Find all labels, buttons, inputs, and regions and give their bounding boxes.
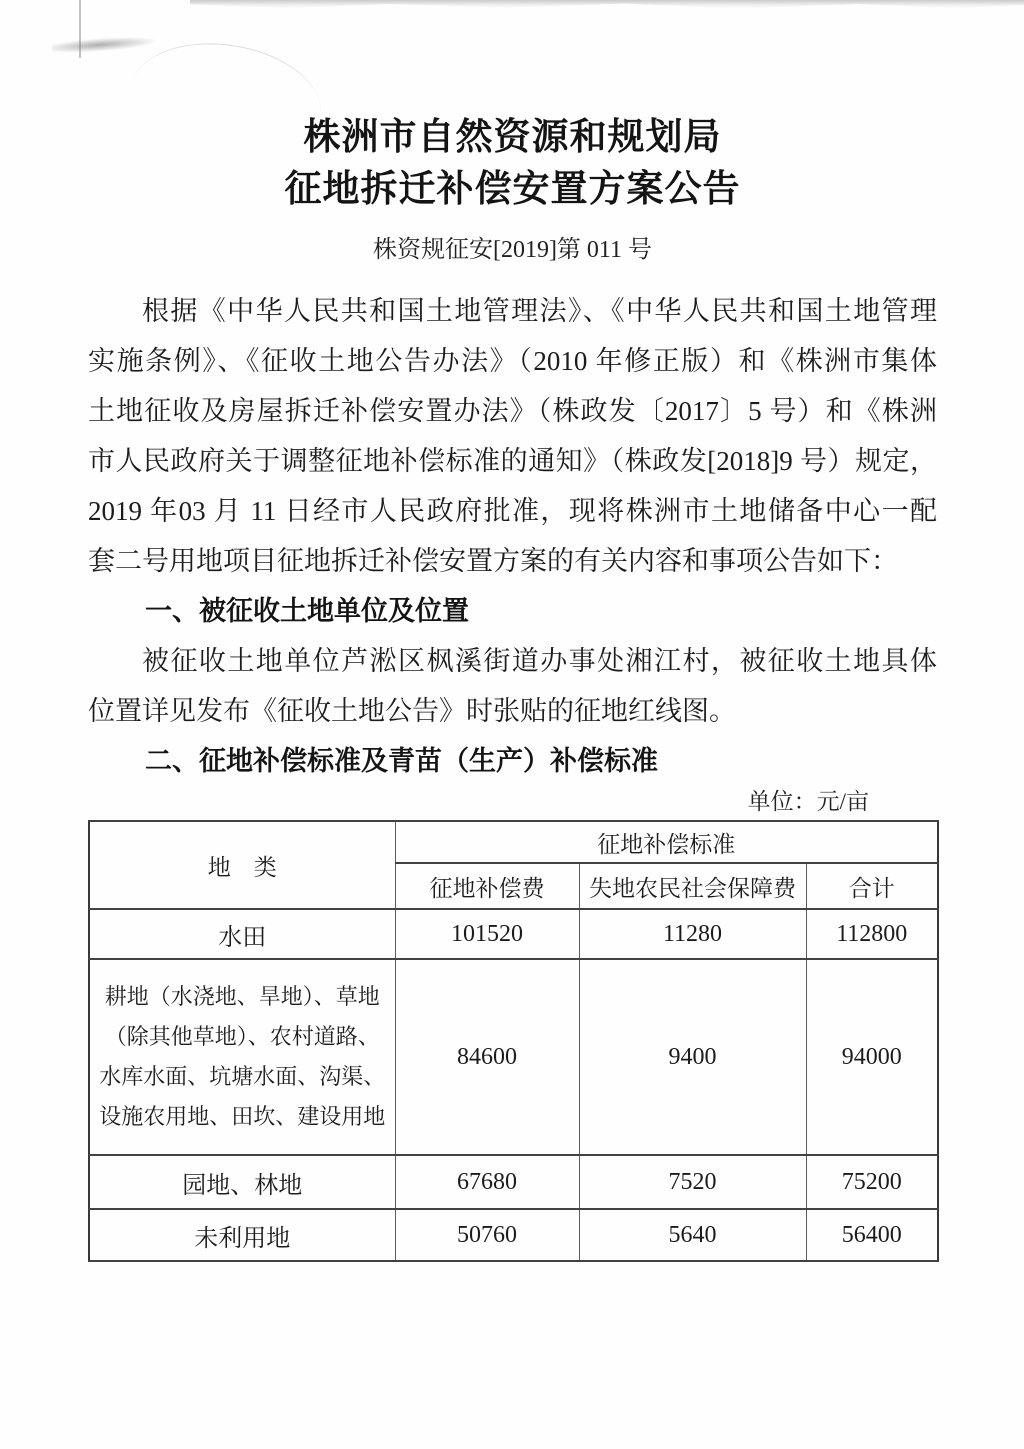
cell-land-type: 耕地（水浇地、旱地）、草地（除其他草地）、农村道路、水库水面、坑塘水面、沟渠、设施农用地、田坎、建设用地 — [89, 959, 395, 1155]
cell-social-security: 9400 — [579, 959, 806, 1155]
cell-total: 56400 — [806, 1209, 938, 1261]
table-header-row-group — [89, 821, 938, 863]
body-line: 被征收土地单位芦淞区枫溪街道办事处湘江村，被征收土地具体 — [142, 646, 937, 676]
header-compensation-fee: 征地补偿费 — [395, 863, 579, 909]
cell-comp-fee: 101520 — [395, 909, 579, 959]
cell-social-security: 7520 — [579, 1155, 806, 1209]
cell-social-security: 5640 — [579, 1209, 806, 1261]
cell-land-type: 水田 — [89, 909, 395, 959]
intro-paragraph — [88, 286, 937, 586]
table-row-paddy-field — [89, 909, 938, 959]
table-unit-label: 单位：元/亩 — [747, 789, 869, 814]
header-land-type: 地 类 — [89, 821, 395, 909]
cell-total: 112800 — [806, 909, 938, 959]
cell-comp-fee: 67680 — [395, 1155, 579, 1209]
body-line: 2019 年03 月 11 日经市人民政府批准，现将株洲市土地储备中心一配 — [88, 496, 937, 526]
body-line: 根据《中华人民共和国土地管理法》、《中华人民共和国土地管理 — [142, 296, 937, 326]
cell-land-type: 园地、林地 — [89, 1155, 395, 1209]
header-total: 合计 — [806, 863, 938, 909]
section-1-heading: 一、被征收土地单位及位置 — [145, 596, 469, 626]
body-line: 实施条例》、《征收土地公告办法》（2010 年修正版）和《株洲市集体 — [88, 346, 937, 376]
body-line: 土地征收及房屋拆迁补偿安置办法》（株政发〔2017〕5 号）和《株洲 — [88, 396, 937, 426]
cell-social-security: 11280 — [579, 909, 806, 959]
cell-comp-fee: 50760 — [395, 1209, 579, 1261]
table-row-garden-forest — [89, 1155, 938, 1209]
section-2-heading: 二、征地补偿标准及青苗（生产）补偿标准 — [145, 746, 658, 776]
cell-land-type: 未利用地 — [89, 1209, 395, 1261]
cell-total: 94000 — [806, 959, 938, 1155]
table-row-cultivated-land — [89, 959, 938, 1155]
body-line: 市人民政府关于调整征地补偿标准的通知》（株政发[2018]9 号）规定， — [88, 446, 937, 476]
table-row-unused-land — [89, 1209, 938, 1261]
header-group-compensation-standard: 征地补偿标准 — [395, 821, 938, 863]
cell-comp-fee: 84600 — [395, 959, 579, 1155]
header-social-security-fee: 失地农民社会保障费 — [579, 863, 806, 909]
doc-number: 株资规征安[2019]第 011 号 — [372, 237, 653, 263]
body-line: 套二号用地项目征地拆迁补偿安置方案的有关内容和事项公告如下： — [88, 546, 898, 576]
doc-title-line-1: 株洲市自然资源和规划局 — [303, 117, 722, 158]
compensation-table — [88, 820, 939, 1262]
body-line: 位置详见发布《征收土地公告》时张贴的征地红线图。 — [88, 696, 736, 726]
cell-total: 75200 — [806, 1155, 938, 1209]
doc-title-line-2: 征地拆迁补偿安置方案公告 — [284, 169, 741, 210]
